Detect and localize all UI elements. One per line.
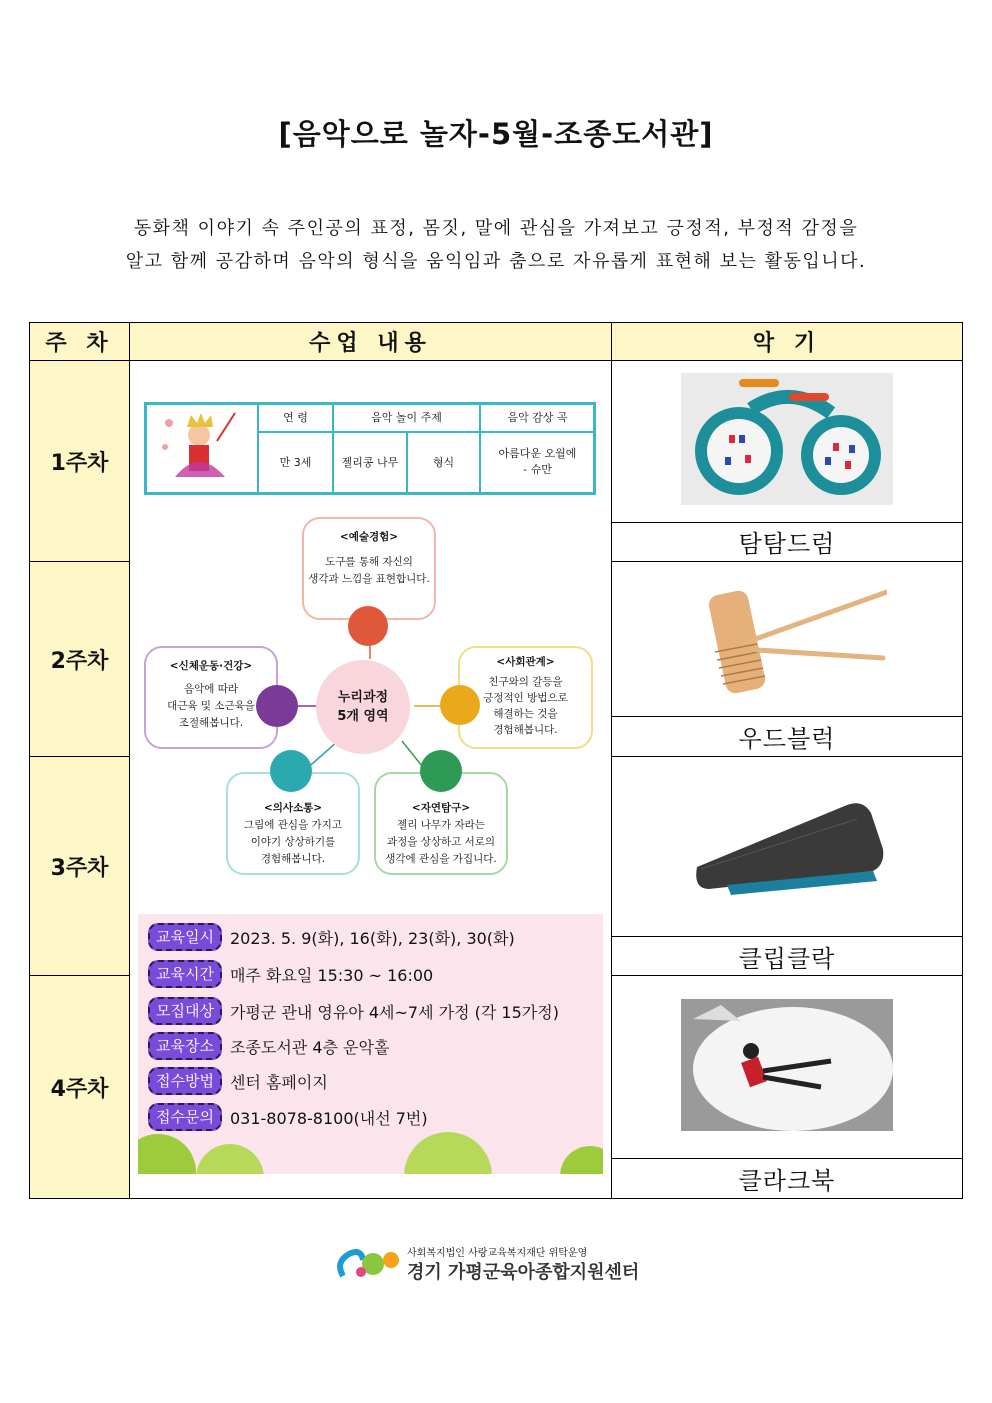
- info-value: 매주 화요일 15:30 ~ 16:00: [229, 965, 434, 985]
- clip-clack-image: [687, 785, 887, 905]
- info-value: 2023. 5. 9(화), 16(화), 23(화), 30(화): [229, 928, 515, 948]
- week-3-label: 3주차: [30, 757, 130, 976]
- info-song-line: - 슈만: [523, 462, 552, 476]
- area-body-title: <신체운동·건강>: [169, 660, 253, 672]
- area-nature-line: 젤리 나무가 자라는: [397, 819, 485, 831]
- area-art-line: 도구를 통해 자신의: [325, 556, 413, 568]
- label-badge: 교육장소: [148, 1032, 222, 1060]
- area-comm-line: 경험해봅니다.: [260, 853, 326, 865]
- header-instrument: 악 기: [612, 323, 963, 361]
- heart-icon: [440, 685, 480, 725]
- instrument-4-name: 클라크북: [612, 1159, 963, 1199]
- info-theme-1: 젤리콩 나무: [341, 455, 399, 469]
- clark-book-image: [681, 999, 893, 1131]
- area-social-line: 긍정적인 방법으로: [483, 692, 568, 704]
- info-row-target: [148, 998, 559, 1024]
- info-row-date: [148, 924, 515, 950]
- info-value: 센터 홈페이지: [229, 1072, 328, 1092]
- area-art-title: <예술경험>: [339, 531, 399, 543]
- intro-text: [60, 212, 932, 278]
- instrument-1-image-cell: [612, 361, 963, 523]
- instrument-3-name: 클립클락: [612, 937, 963, 976]
- tamtam-drum-image: [681, 373, 893, 505]
- wood-block-image: [687, 572, 887, 702]
- info-song-line: 아름다운 오월에: [498, 446, 577, 460]
- program-poster: [138, 369, 603, 1174]
- header-week: 주 차: [30, 323, 130, 361]
- instrument-1-name: 탐탐드럼: [612, 522, 963, 561]
- area-nature-line: 과정을 상상하고 서로의: [386, 836, 496, 848]
- area-social-line: 경험해봅니다.: [493, 724, 558, 736]
- center-line: 5개 영역: [337, 709, 389, 724]
- info-value: 031-8078-8100(내선 7번): [229, 1108, 428, 1128]
- footer-sub: 사회복지법인 사랑교육복지재단 위탁운영: [407, 1248, 588, 1259]
- label-badge: 접수방법: [148, 1067, 222, 1095]
- intro-line: 알고 함께 공감하며 음악의 형식을 움익임과 춤으로 자유롭게 표현해 보는 활동입니다.: [125, 251, 867, 272]
- schedule-table: [29, 322, 963, 1199]
- footer-name: 경기 가평군육아종합지원센터: [407, 1262, 640, 1283]
- instrument-4-image-cell: [612, 976, 963, 1159]
- info-row-time: [148, 961, 433, 987]
- bushes-decoration: [138, 1114, 603, 1174]
- info-theme-2: 형식: [432, 455, 455, 469]
- label-badge: 모집대상: [148, 997, 222, 1025]
- info-header-theme: 음악 놀이 주제: [334, 405, 479, 433]
- area-body-line: 음악에 따라: [183, 683, 239, 695]
- prince-illustration: [153, 407, 253, 493]
- speech-icon: [270, 750, 312, 792]
- week-2-label: 2주차: [30, 562, 130, 757]
- info-header-song: 음악 감상 곡: [481, 405, 594, 433]
- instrument-2-image-cell: [612, 562, 963, 717]
- info-row-apply: [148, 1068, 328, 1094]
- center-logo-icon: [333, 1242, 403, 1286]
- area-body-line: 조절해봅니다.: [178, 717, 244, 729]
- area-art-line: 생각과 느낌을 표현합니다.: [308, 573, 430, 585]
- area-comm-line: 이야기 상상하기를: [250, 836, 336, 848]
- instrument-2-name: 우드블럭: [612, 717, 963, 757]
- info-value: 가평군 관내 영유아 4세~7세 가정 (각 15가정): [229, 1002, 559, 1022]
- area-body-line: 대근육 및 소근육을: [167, 700, 255, 712]
- header-content: 수업 내용: [130, 323, 612, 361]
- label-badge: 교육시간: [148, 960, 222, 988]
- info-value: 조종도서관 4층 운악홀: [229, 1037, 390, 1057]
- area-comm-line: 그림에 관심을 가지고: [244, 819, 342, 831]
- area-social-title: <사회관계>: [496, 656, 555, 668]
- week-1-label: 1주차: [30, 361, 130, 562]
- area-nature-line: 생각에 관심을 가집니다.: [385, 853, 497, 865]
- label-badge: 교육일시: [148, 923, 222, 951]
- class-content: [130, 361, 612, 1199]
- page-title: [음악으로 놀자-5월-조종도서관]: [278, 117, 714, 151]
- hands-icon: [256, 685, 298, 727]
- nuri-center: [316, 660, 410, 754]
- intro-line: 동화책 이야기 속 주인공의 표정, 몸짓, 말에 관심을 가져보고 긍정적, 부정적 감정을: [133, 218, 859, 239]
- globe-icon: [420, 750, 462, 792]
- info-song: [481, 431, 594, 492]
- info-header-age: 연 령: [259, 405, 332, 433]
- area-social-line: 해결하는 것을: [493, 708, 558, 720]
- area-art: [302, 517, 436, 620]
- label-badge: 접수문의: [148, 1103, 222, 1131]
- music-note-icon: [348, 606, 388, 646]
- info-age: 만 3세: [279, 455, 312, 469]
- area-nature-title: <자연탐구>: [411, 802, 471, 814]
- week-4-label: 4주차: [30, 976, 130, 1199]
- info-row-place: [148, 1033, 389, 1059]
- area-comm-title: <의사소통>: [263, 802, 323, 814]
- area-social-line: 친구와의 갈등을: [488, 676, 563, 688]
- music-info-table: [144, 402, 596, 495]
- center-line: 누리과정: [337, 690, 389, 705]
- instrument-3-image-cell: [612, 757, 963, 937]
- info-panel: [138, 914, 603, 1174]
